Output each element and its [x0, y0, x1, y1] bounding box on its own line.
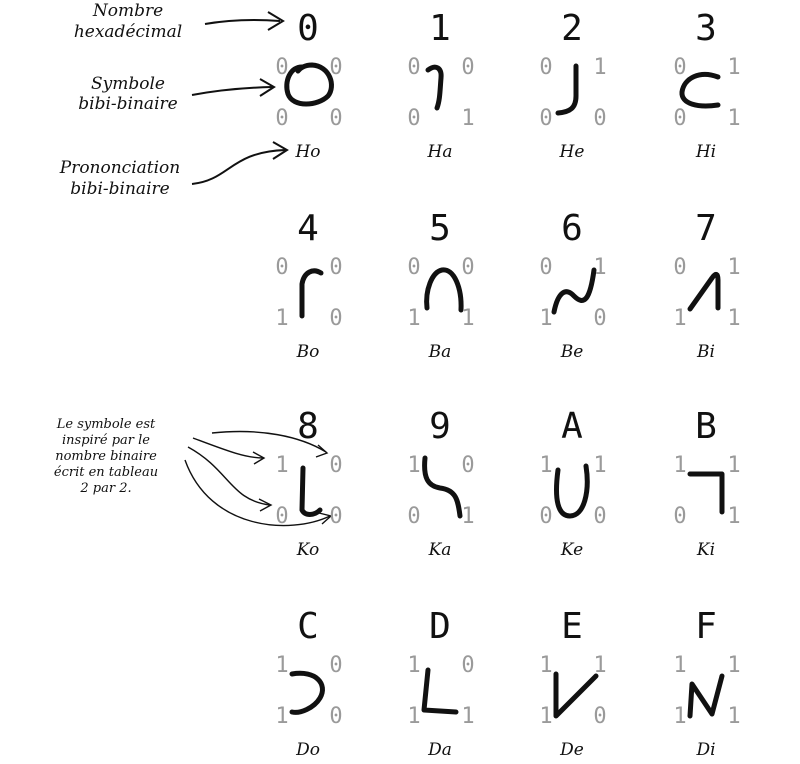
- pron-arrow: [192, 150, 285, 184]
- digit-grid: [275, 8, 740, 760]
- digit-cell-3: [673, 8, 740, 162]
- bit-bottom-right: 1: [461, 704, 475, 729]
- bit-bottom-right: 0: [329, 504, 343, 529]
- hook-down-left-symbol: [428, 67, 441, 108]
- digit-cell-c: [275, 606, 342, 760]
- pronunciation-label: Ho: [295, 142, 321, 162]
- bit-bottom-right: 0: [329, 106, 343, 131]
- u-shape-symbol: [557, 466, 588, 516]
- s-step-symbol: [425, 458, 460, 516]
- digit-cell-2: [539, 8, 606, 162]
- digit-cell-5: [407, 208, 474, 362]
- note-line-4: écrit en tableau: [53, 465, 159, 480]
- bit-bottom-right: 0: [329, 704, 343, 729]
- hex-arrow: [205, 20, 280, 24]
- l-curve-symbol: [302, 468, 320, 515]
- hex-digit: 3: [695, 8, 717, 49]
- hex-digit: 2: [561, 8, 583, 49]
- bit-top-right: 1: [593, 255, 607, 280]
- hex-digit: 9: [429, 406, 451, 447]
- bit-bottom-left: 1: [539, 306, 553, 331]
- digit-cell-d: [407, 606, 474, 760]
- pronunciation-label: Da: [428, 740, 452, 760]
- hex-digit: 6: [561, 208, 583, 249]
- bit-top-right: 1: [727, 55, 741, 80]
- note-line-1: Le symbole est: [56, 417, 156, 432]
- bit-top-right: 0: [461, 255, 475, 280]
- pronunciation-label: Hi: [695, 142, 717, 162]
- bit-bottom-right: 0: [593, 704, 607, 729]
- bit-top-right: 0: [461, 453, 475, 478]
- pronunciation-label: Bo: [296, 342, 320, 362]
- bit-bottom-right: 1: [727, 504, 741, 529]
- l-shape-symbol: [424, 670, 456, 712]
- bit-top-left: 0: [539, 255, 553, 280]
- bit-bottom-left: 1: [673, 704, 687, 729]
- bit-top-right: 1: [593, 55, 607, 80]
- bit-bottom-left: 1: [407, 704, 421, 729]
- hex-digit: D: [429, 606, 451, 647]
- digit-cell-0: [275, 8, 342, 162]
- note-arrow-bottom-left: [188, 447, 270, 505]
- symbol-label-line-2: bibi-binaire: [78, 94, 178, 114]
- bit-bottom-left: 0: [407, 106, 421, 131]
- hex-label-line-2: hexadécimal: [73, 22, 183, 42]
- hex-label-line-1: Nombre: [92, 1, 164, 21]
- v-shape-symbol: [556, 674, 596, 716]
- bit-top-left: 1: [673, 453, 687, 478]
- symbol-arrow: [192, 87, 272, 95]
- digit-cell-4: [275, 208, 342, 362]
- hex-digit: 1: [429, 8, 451, 49]
- bit-bottom-left: 1: [539, 704, 553, 729]
- bit-top-right: 0: [329, 255, 343, 280]
- bit-bottom-left: 0: [539, 106, 553, 131]
- bit-bottom-right: 1: [727, 704, 741, 729]
- corner-symbol: [690, 474, 722, 512]
- bit-bottom-right: 0: [593, 306, 607, 331]
- note-arrow-top-left: [193, 438, 263, 458]
- r-shape-symbol: [302, 271, 321, 316]
- bit-top-left: 1: [275, 453, 289, 478]
- bit-bottom-left: 0: [275, 504, 289, 529]
- bit-bottom-right: 1: [461, 306, 475, 331]
- bit-top-left: 0: [407, 255, 421, 280]
- bit-top-right: 1: [593, 653, 607, 678]
- n-zig-symbol: [690, 676, 722, 716]
- bit-top-left: 1: [407, 453, 421, 478]
- pronunciation-label: De: [560, 740, 584, 760]
- bit-bottom-left: 0: [673, 504, 687, 529]
- bit-top-left: 0: [673, 255, 687, 280]
- bit-top-right: 1: [727, 653, 741, 678]
- pronunciation-label: Bi: [697, 342, 715, 362]
- bit-top-left: 0: [275, 55, 289, 80]
- bit-top-right: 1: [727, 255, 741, 280]
- pronunciation-label: Be: [560, 342, 584, 362]
- digit-cell-b: [673, 406, 740, 560]
- hex-digit: 5: [429, 208, 451, 249]
- hex-digit: B: [695, 406, 717, 447]
- pronunciation-label: Ki: [696, 540, 716, 560]
- hex-digit: A: [561, 406, 583, 447]
- pronunciation-label: Ke: [560, 540, 584, 560]
- pronunciation-label: Ba: [428, 342, 452, 362]
- bit-bottom-left: 1: [275, 306, 289, 331]
- pronunciation-label: Do: [296, 740, 320, 760]
- digit-cell-e: [539, 606, 606, 760]
- note-line-5: 2 par 2.: [80, 481, 132, 496]
- bit-bottom-right: 1: [461, 504, 475, 529]
- bit-top-right: 0: [329, 55, 343, 80]
- bit-bottom-right: 0: [593, 504, 607, 529]
- bit-bottom-left: 0: [673, 106, 687, 131]
- bit-top-left: 1: [539, 453, 553, 478]
- digit-cell-1: [407, 8, 474, 162]
- hex-digit: E: [561, 606, 583, 647]
- hex-digit: F: [695, 606, 717, 647]
- bit-bottom-right: 0: [329, 306, 343, 331]
- pronunciation-label: Ko: [296, 540, 320, 560]
- bit-top-left: 1: [673, 653, 687, 678]
- hex-digit: 0: [297, 8, 319, 49]
- bit-bottom-left: 1: [673, 306, 687, 331]
- note-line-3: nombre binaire: [55, 449, 157, 464]
- pronunciation-label: Ha: [427, 142, 453, 162]
- digit-cell-a: [539, 406, 606, 560]
- pronunciation-label: Di: [696, 740, 716, 760]
- reverse-c-symbol: [292, 673, 322, 712]
- c-shape-symbol: [682, 74, 718, 106]
- pronunciation-label: Ka: [428, 540, 452, 560]
- hex-digit: C: [297, 606, 319, 647]
- digit-cell-7: [673, 208, 740, 362]
- bit-top-left: 0: [407, 55, 421, 80]
- circle-symbol: [287, 65, 332, 104]
- pron-label-line-2: bibi-binaire: [70, 179, 170, 199]
- symbol-label-line-1: Symbole: [91, 74, 165, 94]
- bit-bottom-left: 1: [275, 704, 289, 729]
- bit-bottom-right: 1: [727, 106, 741, 131]
- bit-bottom-right: 1: [461, 106, 475, 131]
- bit-bottom-left: 0: [275, 106, 289, 131]
- digit-cell-8: [275, 406, 342, 560]
- digit-cell-6: [539, 208, 606, 362]
- bit-bottom-right: 0: [593, 106, 607, 131]
- bit-bottom-left: 1: [407, 306, 421, 331]
- bit-top-left: 1: [539, 653, 553, 678]
- bit-top-right: 0: [461, 55, 475, 80]
- bit-top-left: 0: [539, 55, 553, 80]
- bit-top-right: 0: [329, 453, 343, 478]
- j-shape-symbol: [558, 66, 576, 113]
- arch-symbol: [427, 270, 461, 310]
- hex-digit: 7: [695, 208, 717, 249]
- hex-digit: 8: [297, 406, 319, 447]
- bit-top-right: 1: [593, 453, 607, 478]
- bit-top-left: 0: [673, 55, 687, 80]
- digit-cell-f: [673, 606, 740, 760]
- note-line-2: inspiré par le: [62, 433, 150, 448]
- bit-bottom-left: 0: [539, 504, 553, 529]
- bit-top-right: 0: [461, 653, 475, 678]
- bit-top-right: 1: [727, 453, 741, 478]
- bit-top-left: 0: [275, 255, 289, 280]
- pronunciation-label: He: [559, 142, 585, 162]
- lambda-symbol: [690, 274, 718, 309]
- bit-top-left: 1: [275, 653, 289, 678]
- tilde-symbol: [554, 270, 594, 312]
- hex-digit: 4: [297, 208, 319, 249]
- bit-top-left: 1: [407, 653, 421, 678]
- pron-label-line-1: Prononciation: [59, 158, 181, 178]
- digit-cell-9: [407, 406, 474, 560]
- bit-bottom-right: 1: [727, 306, 741, 331]
- bit-bottom-left: 0: [407, 504, 421, 529]
- bit-top-right: 0: [329, 653, 343, 678]
